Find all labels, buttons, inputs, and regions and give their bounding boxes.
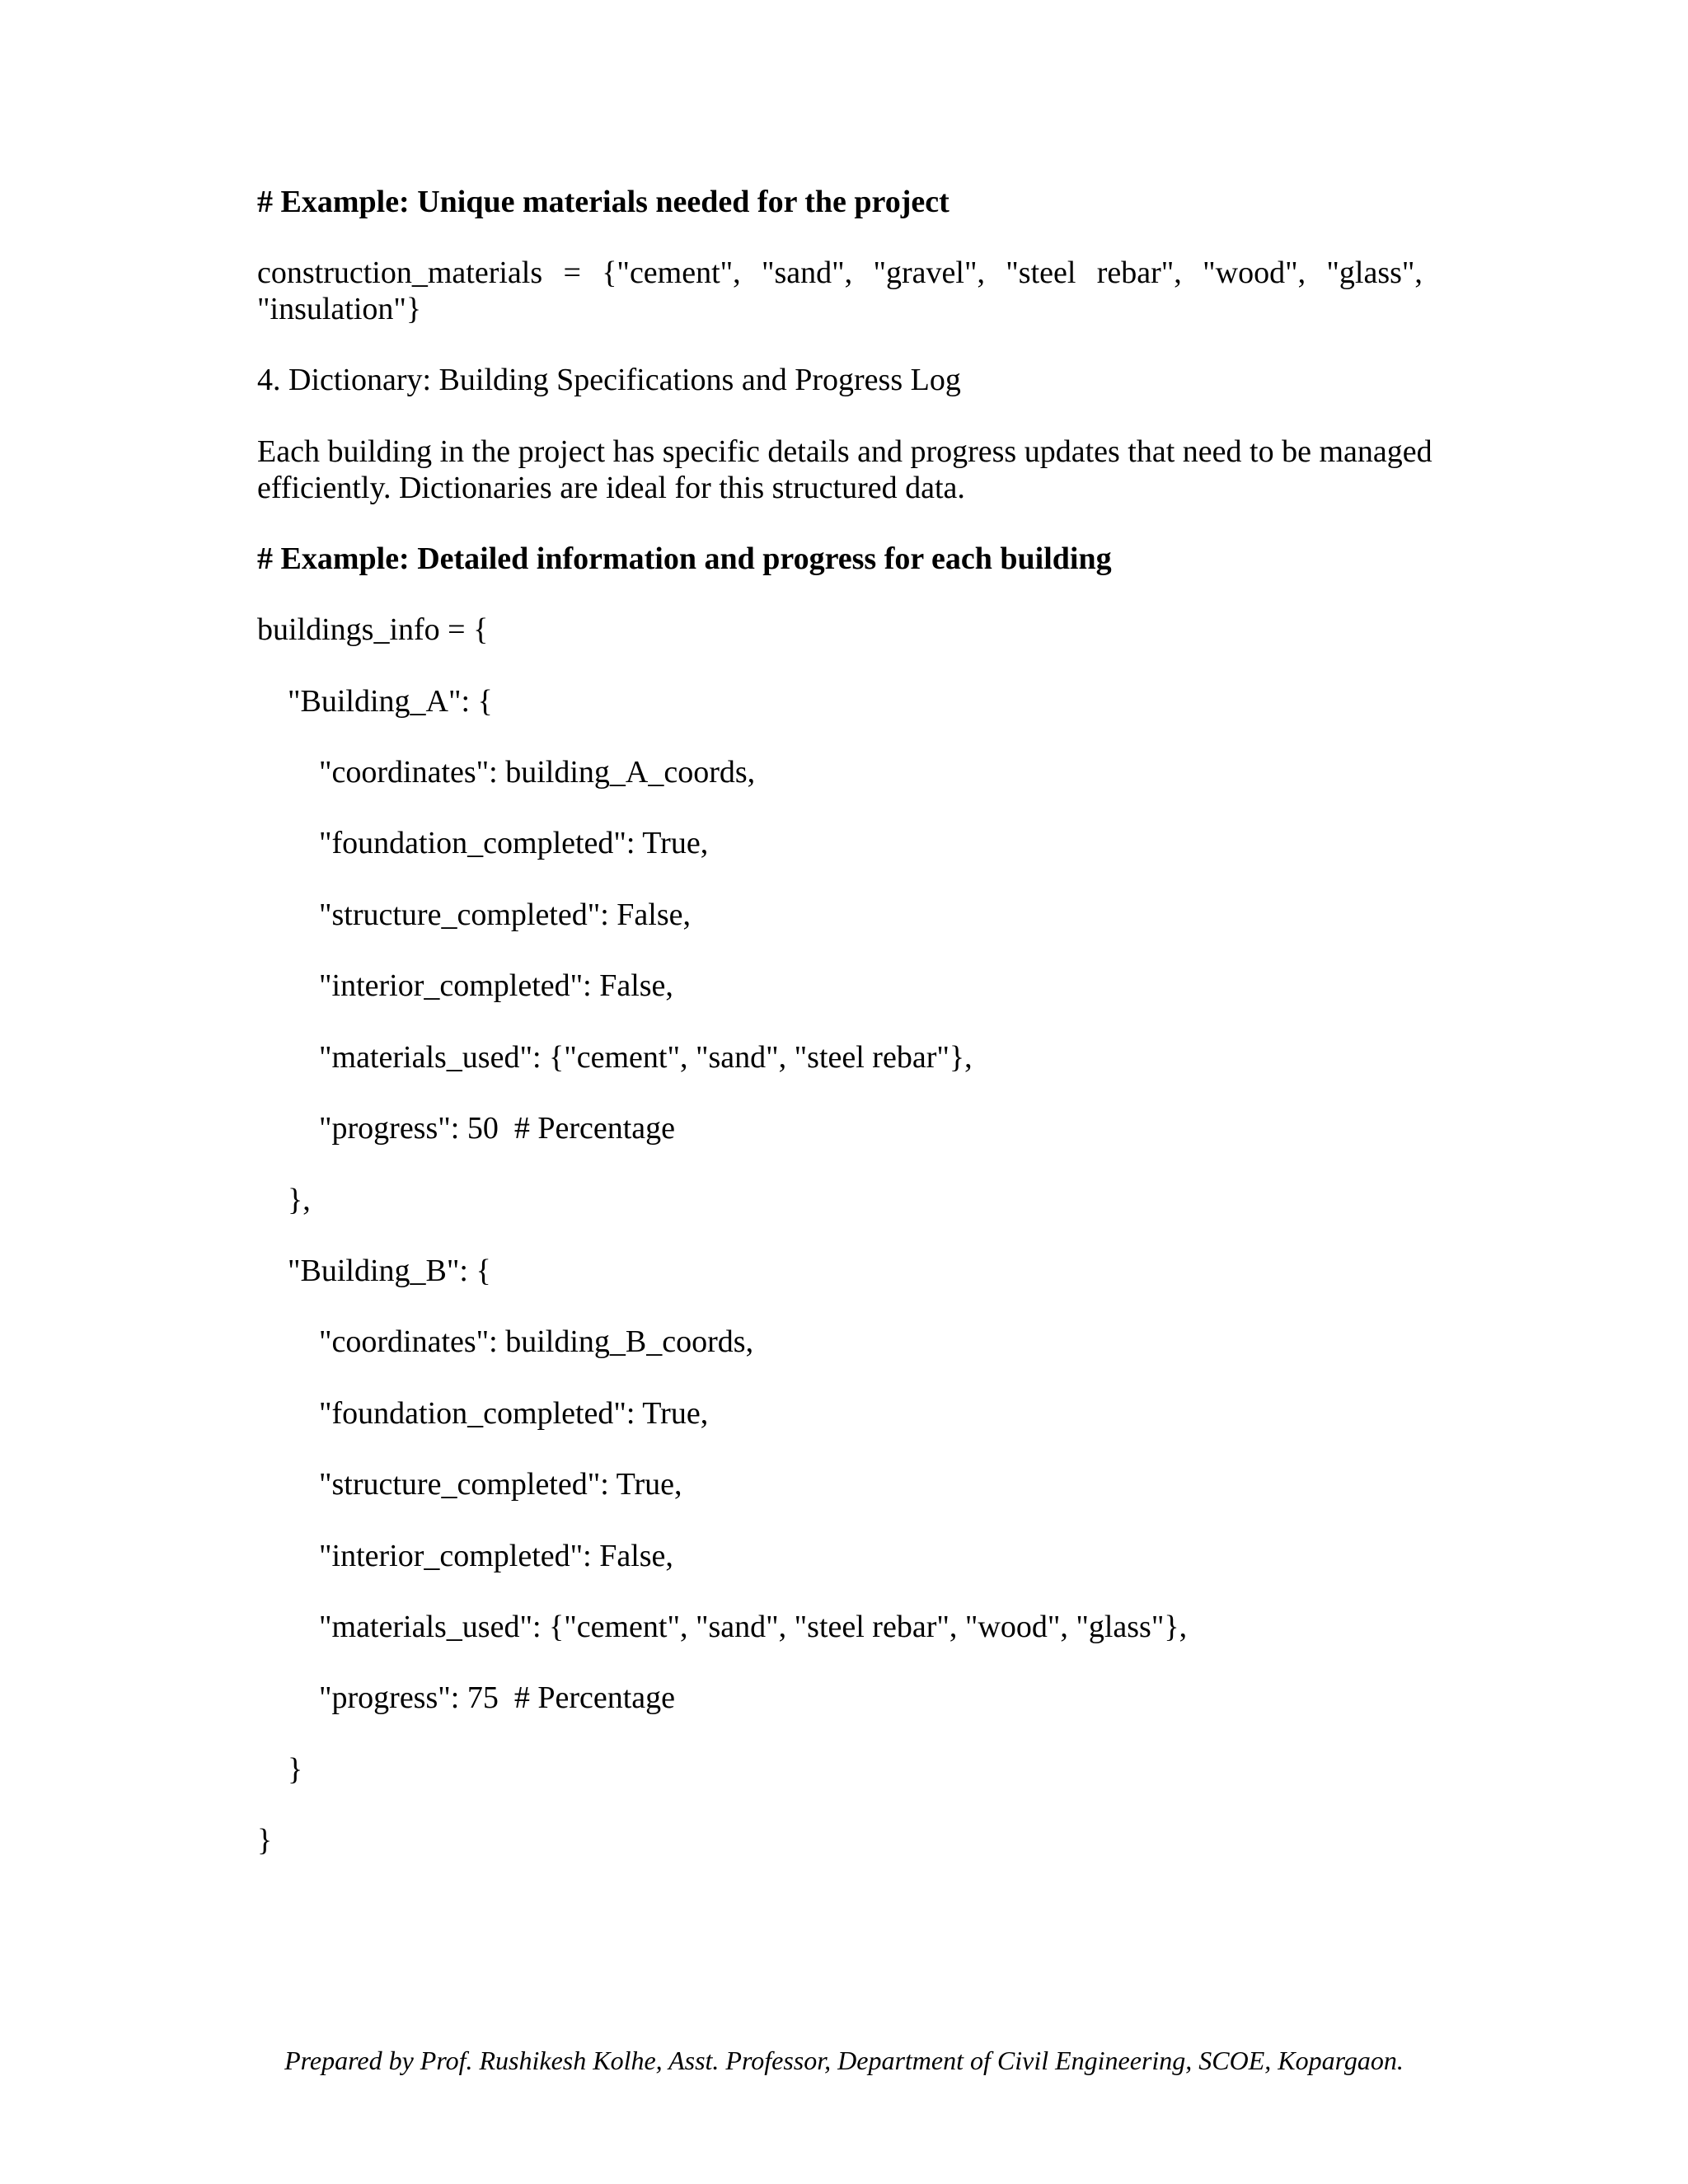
building-a-foundation: "foundation_completed": True,	[319, 826, 709, 860]
materials-line-2: "insulation"}	[257, 292, 422, 326]
building-b-materials: "materials_used": {"cement", "sand", "steel rebar", "wood", "glass"},	[319, 1610, 1188, 1644]
building-b-progress: "progress": 75 # Percentage	[319, 1680, 676, 1715]
intro-paragraph	[257, 434, 1432, 506]
building-a-close: },	[288, 1183, 311, 1217]
materials-token: "gravel",	[873, 255, 985, 290]
materials-token: =	[563, 255, 581, 290]
page-footer: Prepared by Prof. Rushikesh Kolhe, Asst. Professor, Department of Civil Engineering, SCOE, Kopargaon.	[284, 2046, 1404, 2075]
construction-materials-statement	[257, 255, 1423, 327]
materials-line-1	[257, 255, 1423, 291]
building-a-open: "Building_A": {	[288, 684, 493, 719]
materials-token: construction_materials	[257, 255, 543, 290]
paragraph-line-1: Each building in the project has specific details and progress updates that need to be managed	[257, 434, 1432, 469]
materials-token: "steel	[1006, 255, 1076, 290]
materials-token: {"cement",	[602, 255, 741, 290]
building-a-structure: "structure_completed": False,	[319, 898, 692, 932]
building-b-foundation: "foundation_completed": True,	[319, 1396, 709, 1431]
code-open: buildings_info = {	[257, 612, 489, 647]
paragraph-line-2: efficiently. Dictionaries are ideal for this structured data.	[257, 471, 965, 505]
building-b-structure: "structure_completed": True,	[319, 1467, 682, 1502]
example-heading-materials: # Example: Unique materials needed for the project	[257, 185, 950, 219]
building-b-coordinates: "coordinates": building_B_coords,	[319, 1324, 754, 1359]
building-a-interior: "interior_completed": False,	[319, 968, 673, 1003]
materials-token: "glass",	[1326, 255, 1423, 290]
building-a-materials: "materials_used": {"cement", "sand", "steel rebar"},	[319, 1040, 973, 1075]
code-close: }	[257, 1823, 273, 1858]
building-b-interior: "interior_completed": False,	[319, 1539, 673, 1573]
materials-token: "wood",	[1203, 255, 1306, 290]
building-a-coordinates: "coordinates": building_A_coords,	[319, 755, 756, 790]
materials-token: "sand",	[761, 255, 853, 290]
building-b-close: }	[288, 1752, 303, 1787]
example-heading-buildings: # Example: Detailed information and progress for each building	[257, 541, 1112, 576]
building-a-progress: "progress": 50 # Percentage	[319, 1111, 676, 1146]
materials-token: rebar",	[1096, 255, 1182, 290]
building-b-open: "Building_B": {	[288, 1254, 491, 1288]
section-title: 4. Dictionary: Building Specifications and Progress Log	[257, 363, 961, 397]
